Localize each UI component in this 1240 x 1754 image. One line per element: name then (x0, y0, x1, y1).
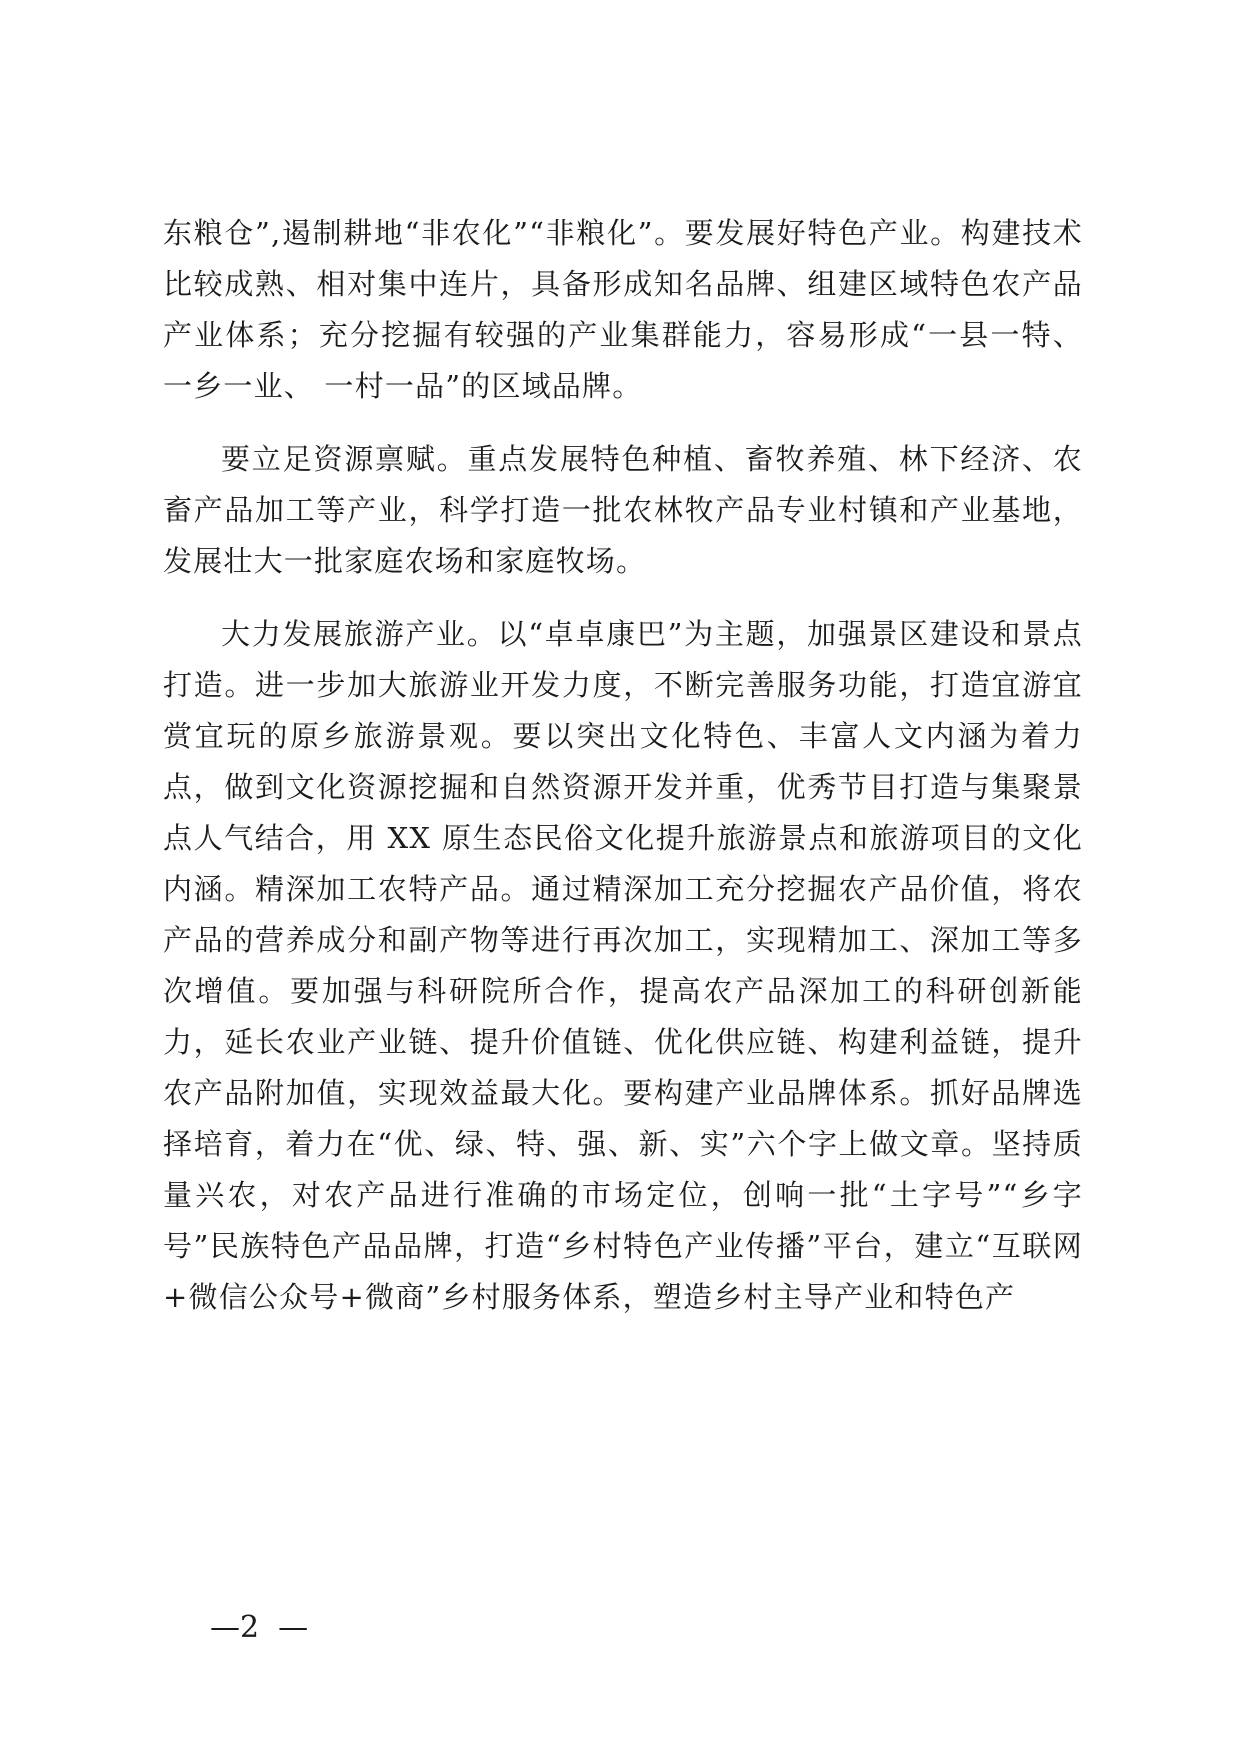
paragraph-1: 东粮仓”,遏制耕地“非农化”“非粮化”。要发展好特色产业。构建技术比较成熟、相对集中连片，具备形成知名品牌、组建区域特色农产品产业体系；充分挖掘有较强的产业集群能力，容易形成“一县一特、 一乡一业、 一村一品”的区域品牌。 (163, 216, 1083, 403)
paragraph-2: 要立足资源禀赋。重点发展特色种植、畜牧养殖、林下经济、农畜产品加工等产业，科学打造一批农林牧产品专业村镇和产业基地，发展壮大一批家庭农场和家庭牧场。 (163, 442, 1083, 578)
paragraph-3: 大力发展旅游产业。以“卓卓康巴”为主题，加强景区建设和景点打造。进一步加大旅游业开发力度，不断完善服务功能，打造宜游宜赏宜玩的原乡旅游景观。要以突出文化特色、丰富人文内涵为着力点，做到文化资源挖掘和自然资源开发并重，优秀节目打造与集聚景点人气结合，用 XX 原生态民俗文化提升旅游景点和旅游项目的文化内涵。精深加工农特产品。通过精深加工充分挖掘农产品价值，将农产品的营养成分和副产物等进行再次加工，实现精加工、深加工等多次增值。要加强与科研院所合作，提高农产品深加工的科研创新能力，延长农业产业链、提升价值链、优化供应链、构建利益链，提升农产品附加值，实现效益最大化。要构建产业品牌体系。抓好品牌选择培育，着力在“优、绿、特、强、新、实”六个字上做文章。坚持质量兴农，对农产品进行准确的市场定位，创响一批“土字号”“乡字号”民族特色产品品牌，打造“乡村特色产业传播”平台，建立“互联网+微信公众号+微商”乡村服务体系，塑造乡村主导产业和特色产 (163, 617, 1083, 1314)
page-number: —2 — (210, 1610, 309, 1645)
body-text (163, 208, 1083, 1345)
